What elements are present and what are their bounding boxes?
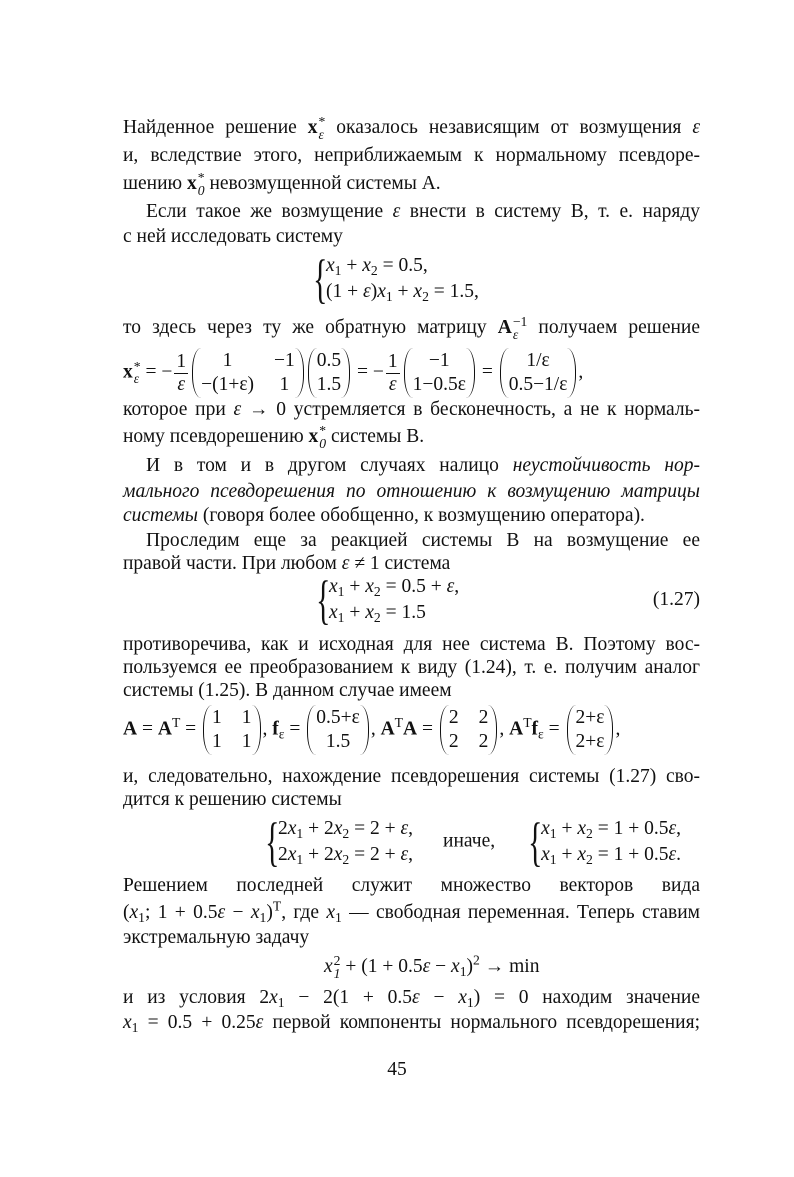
matrix-cell: 1 <box>241 731 252 752</box>
subscript: 1 <box>459 964 467 980</box>
text-run: ) <box>266 902 273 923</box>
text-run: и, следовательно, нахождение псевдорешения системы (1.27) сво- <box>123 766 700 787</box>
text-run: дится к решению системы <box>123 789 342 810</box>
text-line <box>123 786 700 814</box>
matrix <box>500 348 577 398</box>
text-run: внести в систему B, т. е. наряду <box>400 201 700 222</box>
text-run: Если такое же возмущение <box>146 201 393 222</box>
text-run: получаем решение <box>527 317 700 338</box>
text-run: − <box>430 956 452 977</box>
text-run: ( <box>123 902 130 923</box>
text-run: , <box>615 718 621 740</box>
text-run: Проследим еще за реакцией системы B на возмущение ее <box>146 530 700 551</box>
italic-text: ε <box>341 553 350 574</box>
text-run: = <box>137 718 158 740</box>
equation-system <box>310 249 479 309</box>
subscript: ε <box>512 326 519 342</box>
italic-text: x <box>326 902 335 923</box>
italic-text: x <box>287 844 297 865</box>
text-line <box>123 677 700 705</box>
text-run: , <box>578 361 584 383</box>
text-run: которое при <box>123 399 234 420</box>
matrix <box>567 705 614 755</box>
text-run: то здесь через ту же обратную матрицу <box>123 317 498 338</box>
subscript: 0 <box>319 435 327 451</box>
text-run: , где <box>281 902 327 923</box>
left-brace: { <box>313 249 328 309</box>
subscript: ε <box>278 726 285 742</box>
text-run: Найденное решение <box>123 117 308 138</box>
text-run: и, вследствие этого, неприближаемым к нормальному псевдоре- <box>123 145 700 166</box>
matrix-cell: 1 <box>241 707 252 728</box>
text-run: + <box>341 255 363 276</box>
subscript: 2 <box>422 289 429 305</box>
matrix-cell: 1.5 <box>316 374 342 395</box>
text-run: − <box>419 987 459 1008</box>
text-run: ному псевдорешению <box>123 426 309 447</box>
subscript: 1 <box>385 289 393 305</box>
subscript: 1 <box>277 995 285 1011</box>
superscript: * <box>133 358 141 374</box>
text-run: + <box>344 602 366 623</box>
text-line <box>123 984 700 1012</box>
bold-symbol: A <box>157 718 172 740</box>
text-run: шению <box>123 173 187 194</box>
subscript: 1 <box>131 1020 139 1036</box>
page-number: 45 <box>387 1059 407 1080</box>
equation-system <box>262 812 414 872</box>
matrix-cell: 1.5 <box>325 731 351 752</box>
text-line <box>123 1009 700 1037</box>
italic-text: x <box>326 255 335 276</box>
italic-text: x <box>458 987 467 1008</box>
text-run: правой части. При любом <box>123 553 342 574</box>
italic-text: ε <box>233 399 242 420</box>
text-line <box>123 924 700 952</box>
text-run: пользуемся ее преобразованием к виду (1.24), т. е. получим аналог <box>123 657 700 678</box>
display-formula <box>262 812 682 872</box>
superscript: T <box>171 714 181 730</box>
text-run: (1 + <box>326 281 363 302</box>
text-run: = − <box>352 361 384 383</box>
italic-text: x <box>333 844 343 865</box>
text-line <box>123 170 700 198</box>
system-equation <box>329 574 459 600</box>
italic-text: неустойчивость нор- <box>512 455 701 476</box>
italic-text: x <box>577 818 587 839</box>
italic-text: ε <box>400 844 409 865</box>
text-run: − <box>225 902 251 923</box>
text-line <box>123 423 700 451</box>
matrix-cell: 1 <box>279 374 290 395</box>
subscript: 2 <box>370 263 378 279</box>
italic-text: x <box>250 902 260 923</box>
matrix-cell: −(1+ε) <box>201 374 254 395</box>
matrix <box>192 348 304 398</box>
matrix-cell: 2 <box>478 707 489 728</box>
subscript: 1 <box>296 826 304 842</box>
text-run: , <box>499 718 510 740</box>
matrix <box>404 348 475 398</box>
text-run: первой компоненты нормального псевдорешения; <box>263 1012 701 1033</box>
matrix-cell: 2+ε <box>575 731 605 752</box>
subscript: 2 <box>586 826 593 842</box>
bold-symbol: A <box>123 718 138 740</box>
text-run: иначе, <box>443 830 496 852</box>
text-run: = − <box>140 361 173 383</box>
equation-number: (1.27) <box>652 589 700 610</box>
text-run: + <box>556 844 578 865</box>
italic-text: x <box>451 956 460 977</box>
subscript: 1 <box>549 852 557 868</box>
text-run: + <box>556 818 578 839</box>
superscript: * <box>318 114 326 130</box>
italic-text: ε <box>668 818 677 839</box>
italic-text: мального псевдорешения по отношению к возмущению матрицы <box>123 481 700 502</box>
subscript: 2 <box>342 826 350 842</box>
subscript: 1 <box>334 263 342 279</box>
text-run: , <box>262 718 273 740</box>
text-line <box>123 899 700 927</box>
text-run: (говоря более обобщенно, к возмущению оператора). <box>197 505 645 526</box>
superscript: 2 <box>473 952 480 968</box>
text-run: экстремальную задачу <box>123 927 310 948</box>
italic-text: x <box>329 576 338 597</box>
numerator: 1 <box>387 350 398 372</box>
italic-text: ε <box>363 281 371 302</box>
text-run: Решением последней служит множество векторов вида <box>123 875 700 896</box>
text-line <box>123 198 700 226</box>
text-run: − 2(1 + 0.5 <box>284 987 413 1008</box>
text-run: ) <box>466 956 474 977</box>
sup-sub-stack <box>133 358 141 386</box>
matrix-cell: 1−0.5ε <box>412 374 466 395</box>
subscript: 2 <box>373 584 381 600</box>
system-equation <box>326 253 479 279</box>
text-run: → min <box>479 956 540 977</box>
text-run: , <box>370 718 381 740</box>
text-line <box>123 452 700 480</box>
matrix-cell: −1 <box>428 350 450 371</box>
text-run: = 1.5 <box>380 602 426 623</box>
display-formula <box>324 953 539 981</box>
subscript: 1 <box>138 910 145 926</box>
italic-text: x <box>377 281 386 302</box>
text-run: = 2 + <box>349 844 401 865</box>
subscript: 1 <box>337 610 345 626</box>
bold-symbol: x <box>186 173 197 194</box>
matrix <box>203 705 261 755</box>
italic-text: x <box>365 576 374 597</box>
italic-text: x <box>577 844 587 865</box>
matrix-cell: 1 <box>212 731 222 752</box>
text-line <box>123 223 700 251</box>
text-run: , <box>408 844 414 865</box>
subscript: 2 <box>586 852 593 868</box>
bold-symbol: A <box>403 718 418 740</box>
system-lines <box>541 816 681 868</box>
bold-symbol: x <box>308 426 319 447</box>
subscript: ε <box>538 726 544 742</box>
fraction <box>174 351 188 396</box>
bold-symbol: A <box>497 317 512 338</box>
italic-text: ε <box>255 1012 264 1033</box>
system-equation <box>541 816 681 842</box>
text-run: = 1 + 0.5 <box>592 844 669 865</box>
subscript: 0 <box>197 182 205 198</box>
text-run: И в том и в другом случаях налицо <box>146 455 513 476</box>
matrix-cell: 1 <box>212 707 222 728</box>
text-run: — свободная переменная. Теперь ставим <box>341 902 700 923</box>
system-lines <box>278 816 413 868</box>
subscript: 1 <box>337 584 345 600</box>
equation-system <box>313 570 460 630</box>
display-formula <box>313 570 460 630</box>
subscript: 2 <box>342 852 350 868</box>
italic-text: x <box>541 818 550 839</box>
text-run: = <box>476 361 498 383</box>
matrix <box>308 348 350 398</box>
italic-text: x <box>123 1012 132 1033</box>
text-run: . <box>676 844 682 865</box>
matrix-cell: 2 <box>448 731 459 752</box>
text-run: = 1.5, <box>428 281 479 302</box>
text-run: = 2 + <box>349 818 401 839</box>
bold-symbol: A <box>380 718 395 740</box>
text-run: системы B. <box>326 426 425 447</box>
italic-text: ε <box>392 201 401 222</box>
superscript: 2 <box>333 953 341 969</box>
text-run: , <box>408 818 414 839</box>
matrix-cell: 0.5 <box>316 350 342 371</box>
text-run: = 0.5 + <box>380 576 447 597</box>
italic-text: x <box>329 602 338 623</box>
text-run: = 0.5 + 0.25 <box>138 1012 256 1033</box>
matrix-cell: 2 <box>448 707 459 728</box>
matrix-cell: −1 <box>274 350 295 371</box>
text-run: , <box>676 818 682 839</box>
bold-symbol: f <box>531 718 539 740</box>
matrix-cell: 2 <box>478 731 489 752</box>
superscript: * <box>319 423 327 439</box>
italic-text: x <box>362 255 371 276</box>
text-run: = <box>180 718 202 740</box>
text-run: + 2 <box>303 844 334 865</box>
numerator: 1 <box>176 350 187 372</box>
italic-text: системы <box>123 505 198 526</box>
bold-symbol: f <box>272 718 279 740</box>
matrix <box>307 705 369 755</box>
denominator: ε <box>177 373 186 395</box>
matrix <box>440 705 498 755</box>
italic-text: x <box>413 281 423 302</box>
text-run: → 0 устремляется в бесконечность, а не к нормаль- <box>241 399 700 420</box>
system-lines <box>326 253 479 305</box>
text-run: и из условия 2 <box>123 987 270 1008</box>
text-run: 2 <box>278 818 288 839</box>
display-formula <box>310 249 479 309</box>
text-line <box>123 872 700 900</box>
superscript: T <box>523 714 532 730</box>
italic-text: ε <box>400 818 409 839</box>
text-run: + <box>344 576 366 597</box>
subscript: ε <box>318 126 324 142</box>
text-run: ) = 0 находим значение <box>473 987 700 1008</box>
system-equation <box>278 842 413 868</box>
denominator: ε <box>388 373 397 395</box>
system-lines <box>329 574 459 626</box>
matrix-cell: 1 <box>222 350 233 371</box>
text-run: ; 1 + 0.5 <box>144 902 218 923</box>
italic-text: ε <box>217 902 226 923</box>
text-run: = <box>543 718 565 740</box>
text-line <box>123 114 700 142</box>
display-formula <box>123 705 620 755</box>
text-run: системы (1.25). В данном случае имеем <box>123 680 452 701</box>
italic-text: ε <box>446 576 455 597</box>
italic-text: x <box>324 956 333 977</box>
sup-sub-stack <box>513 316 528 341</box>
system-equation <box>278 816 413 842</box>
superscript: * <box>197 170 205 186</box>
superscript: −1 <box>512 314 528 330</box>
italic-text: ε <box>412 987 420 1008</box>
matrix-cell: 1/ε <box>526 350 550 371</box>
subscript: 1 <box>466 995 474 1011</box>
italic-text: ε <box>422 956 431 977</box>
italic-text: x <box>269 987 278 1008</box>
text-run: 2 <box>278 844 288 865</box>
subscript: 2 <box>373 610 381 626</box>
text-run: , <box>454 576 460 597</box>
equation-system <box>525 812 682 872</box>
italic-text: x <box>541 844 550 865</box>
left-brace: { <box>265 812 280 872</box>
text-run: = <box>284 718 306 740</box>
text-run: + 2 <box>303 818 334 839</box>
fraction <box>386 351 400 396</box>
left-brace: { <box>528 812 543 872</box>
text-run: = 0.5, <box>377 255 428 276</box>
italic-text: x <box>129 902 139 923</box>
italic-text: x <box>333 818 343 839</box>
subscript: 1 <box>549 826 557 842</box>
text-run: оказалось независящим от возмущения <box>325 117 693 138</box>
text-run: противоречива, как и исходная для нее система B. Поэтому вос- <box>123 634 700 655</box>
system-equation <box>326 279 479 305</box>
matrix-cell: 0.5+ε <box>316 707 360 728</box>
italic-text: x <box>287 818 297 839</box>
left-brace: { <box>316 570 331 630</box>
subscript: 1 <box>259 910 267 926</box>
text-line <box>123 502 700 530</box>
text-line <box>123 396 700 424</box>
subscript: 1 <box>296 852 304 868</box>
superscript: T <box>394 714 404 730</box>
bold-symbol: A <box>509 718 524 740</box>
text-run: с ней исследовать систему <box>123 226 343 247</box>
system-equation <box>541 842 681 868</box>
system-equation <box>329 600 459 626</box>
matrix-cell: 0.5−1/ε <box>508 374 568 395</box>
subscript: ε <box>133 371 140 386</box>
text-run: = 1 + 0.5 <box>592 818 669 839</box>
italic-text: ε <box>692 117 700 138</box>
text-run: + (1 + 0.5 <box>340 956 423 977</box>
text-run: ≠ 1 система <box>349 553 451 574</box>
italic-text: ε <box>668 844 677 865</box>
subscript: 1 <box>334 910 342 926</box>
text-run: = <box>417 718 438 740</box>
text-run: невозмущенной системы A. <box>204 173 441 194</box>
bold-symbol: x <box>123 361 133 383</box>
bold-symbol: x <box>307 117 318 138</box>
text-line <box>123 314 700 342</box>
text-line <box>123 142 700 170</box>
display-formula <box>123 348 583 398</box>
text-run: ) <box>370 281 378 302</box>
text-run: + <box>392 281 414 302</box>
sup-sub-stack <box>198 172 205 197</box>
subscript: 1 <box>333 965 341 981</box>
italic-text: x <box>365 602 374 623</box>
superscript: T <box>272 898 282 914</box>
matrix-cell: 2+ε <box>575 707 605 728</box>
